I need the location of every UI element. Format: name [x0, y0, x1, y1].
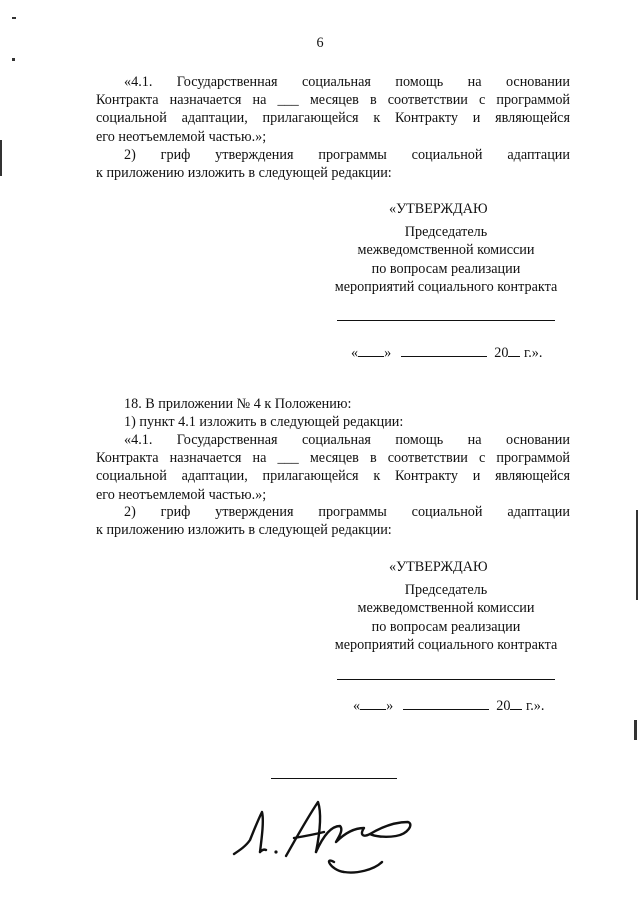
text-line: к приложению изложить в следующей редакции: [96, 522, 392, 539]
page-number: 6 [316, 35, 324, 51]
text-line: социальной адаптации, прилагающейся к Контракту и являющейся [96, 110, 570, 127]
text-line: социальной адаптации, прилагающейся к Контракту и являющейся [96, 468, 570, 485]
text-line: Контракта назначается на ___ месяцев в соответствии с программой [96, 92, 570, 109]
approval-date: « » 20 г.». [353, 698, 545, 714]
text-line: «4.1. Государственная социальная помощь на основании [124, 74, 570, 90]
approve-line: по вопросам реализации [371, 260, 521, 277]
clause-4-1 [96, 431, 570, 504]
approval-date: « » 20 г.». [351, 345, 543, 361]
approve-line: по вопросам реализации [371, 618, 521, 635]
signature-line [337, 679, 555, 680]
text-line: его неотъемлемой частью.»; [96, 486, 267, 503]
text-line: 2) гриф утверждения программы социальной адаптации [124, 504, 570, 520]
scan-mark [0, 140, 2, 176]
signature-line [337, 320, 555, 321]
approval-stamp [300, 200, 592, 296]
approve-line: межведомственной комиссии [357, 242, 535, 259]
scan-mark [12, 58, 15, 61]
item-2 [96, 146, 570, 182]
section-18 [96, 395, 570, 431]
scan-mark [636, 510, 638, 600]
approve-line: мероприятий социального контракта [334, 636, 558, 653]
approve-line: мероприятий социального контракта [334, 278, 558, 295]
approve-line: Председатель [404, 582, 488, 599]
footer-rule [271, 778, 397, 779]
text-line: «4.1. Государственная социальная помощь на основании [124, 432, 570, 448]
scan-mark [634, 720, 637, 740]
handwritten-signature [224, 790, 424, 885]
approve-title: «УТВЕРЖДАЮ [389, 201, 488, 217]
text-line: к приложению изложить в следующей редакции: [96, 165, 392, 182]
approve-line: межведомственной комиссии [357, 600, 535, 617]
section-heading: 18. В приложении № 4 к Положению: [124, 396, 352, 412]
text-line: Контракта назначается на ___ месяцев в соответствии с программой [96, 450, 570, 467]
text-line: 1) пункт 4.1 изложить в следующей редакции: [124, 414, 404, 431]
approval-stamp [300, 558, 592, 654]
text-line: 2) гриф утверждения программы социальной адаптации [124, 147, 570, 163]
item-2 [96, 503, 570, 539]
scan-mark [12, 17, 16, 19]
text-line: его неотъемлемой частью.»; [96, 128, 267, 145]
approve-title: «УТВЕРЖДАЮ [389, 559, 488, 575]
approve-line: Председатель [404, 224, 488, 241]
clause-4-1 [96, 73, 570, 146]
